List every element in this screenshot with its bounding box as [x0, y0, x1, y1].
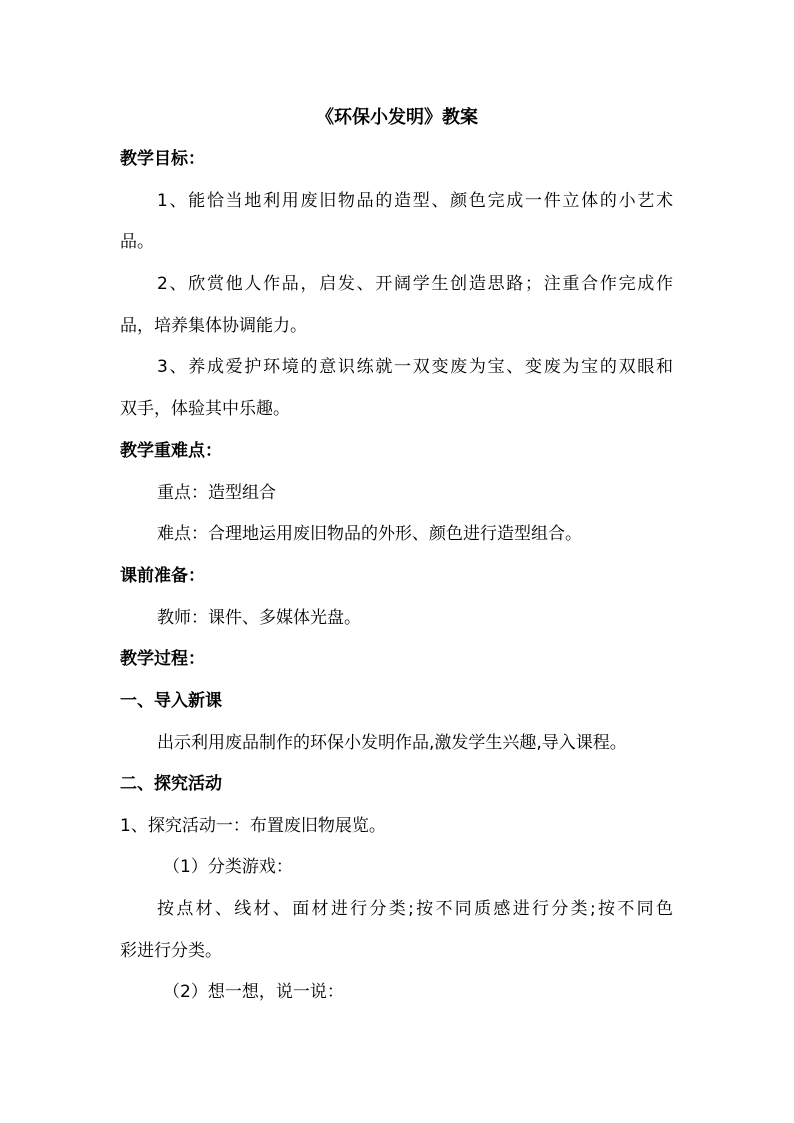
goal-item-2-line-2: 品，培养集体协调能力。 — [120, 316, 307, 336]
sub1-text-line-1: 按点材、线材、面材进行分类;按不同质感进行分类;按不同色 — [157, 899, 673, 919]
key-points-heading: 教学重难点： — [120, 441, 222, 461]
key-point-text: 重点：造型组合 — [157, 483, 276, 503]
goal-item-2-line-1: 2、欣赏他人作品，启发、开阔学生创造思路；注重合作完成作 — [157, 274, 673, 294]
part2-heading: 二、探究活动 — [120, 774, 222, 794]
preparation-teacher: 教师：课件、多媒体光盘。 — [157, 608, 361, 628]
part1-heading: 一、导入新课 — [120, 691, 222, 711]
preparation-heading: 课前准备： — [120, 566, 205, 586]
document-title: 《环保小发明》教案 — [316, 107, 478, 128]
part1-text: 出示利用废品制作的环保小发明作品,激发学生兴趣,导入课程。 — [157, 733, 627, 753]
goals-heading: 教学目标： — [120, 149, 205, 169]
sub2-heading: （2）想一想，说一说： — [163, 982, 344, 1002]
goal-item-1-line-1: 1、能恰当地利用废旧物品的造型、颜色完成一件立体的小艺术 — [157, 191, 673, 211]
difficulty-text: 难点：合理地运用废旧物品的外形、颜色进行造型组合。 — [157, 524, 582, 544]
sub1-heading: （1）分类游戏： — [163, 857, 293, 877]
activity1-text: 1、探究活动一：布置废旧物展览。 — [120, 816, 386, 836]
process-heading: 教学过程： — [120, 649, 205, 669]
goal-item-1-line-2: 品。 — [120, 232, 154, 252]
goal-item-3-line-1: 3、养成爱护环境的意识练就一双变废为宝、变废为宝的双眼和 — [157, 357, 673, 377]
goal-item-3-line-2: 双手，体验其中乐趣。 — [120, 399, 290, 419]
sub1-text-line-2: 彩进行分类。 — [120, 941, 222, 961]
